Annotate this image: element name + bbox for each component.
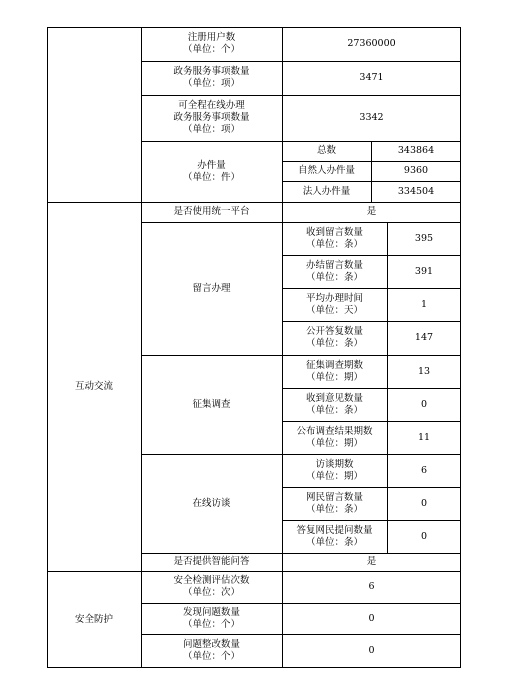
issues-fixed-label: 问题整改数量 （单位：个） [182, 638, 240, 662]
online-items-label: 可全程在线办理 政务服务事项数量 （单位：项） [173, 100, 250, 135]
interview-periods-label: 访谈期数 （单位：期） [305, 458, 363, 482]
natural-value: 9360 [403, 165, 429, 176]
total-label: 总数 [316, 145, 336, 156]
interview-label: 在线访谈 [192, 497, 231, 509]
opinions-label: 收到意见数量 （单位：条） [305, 392, 363, 416]
unified-platform-label: 是否使用统一平台 [173, 206, 250, 217]
security-section-label: 安全防护 [74, 613, 113, 625]
smart-qa-value: 是 [366, 556, 377, 567]
netizen-messages-label: 网民留言数量 （单位：条） [305, 491, 363, 515]
legal-value: 334504 [397, 185, 435, 197]
finished-messages-value: 391 [414, 265, 434, 277]
survey-results-label: 公布调查结果期数 （单位：期） [296, 425, 373, 449]
avg-time-label: 平均办理时间 （单位：天） [305, 292, 363, 316]
finished-messages-label: 办结留言数量 （单位：条） [305, 259, 363, 283]
service-items-label: 政务服务事项数量 （单位：项） [173, 66, 250, 89]
survey-periods-label: 征集调查期数 （单位：期） [305, 359, 363, 383]
smart-qa-label: 是否提供智能问答 [173, 556, 250, 567]
answers-label: 答复网民提问数量 （单位：条） [296, 524, 373, 548]
messages-label: 留言办理 [192, 282, 231, 294]
natural-label: 自然人办件量 [297, 165, 355, 176]
received-messages-label: 收到留言数量 （单位：条） [305, 226, 363, 250]
public-replies-label: 公开答复数量 （单位：条） [305, 326, 363, 349]
survey-results-value: 11 [417, 431, 431, 443]
total-value: 343864 [397, 145, 435, 156]
registered-users-value: 27360000 [347, 38, 396, 49]
answers-value: 0 [420, 530, 428, 542]
netizen-messages-value: 0 [420, 497, 428, 509]
assessments-value: 6 [368, 581, 375, 592]
survey-label: 征集调查 [192, 398, 231, 410]
interview-periods-value: 6 [420, 464, 428, 476]
received-messages-value: 395 [414, 232, 434, 244]
survey-periods-value: 13 [417, 365, 431, 377]
interaction-section-label: 互动交流 [74, 380, 113, 392]
public-replies-value: 147 [414, 332, 434, 343]
handled-label: 办件量 （单位：件） [182, 159, 240, 183]
stats-table [47, 27, 461, 668]
registered-users-label: 注册用户数 （单位：个） [182, 32, 240, 55]
assessments-label: 安全检测评估次数 （单位：次） [173, 575, 250, 598]
legal-label: 法人办件量 [302, 185, 351, 197]
issues-found-value: 0 [368, 612, 375, 624]
opinions-value: 0 [420, 398, 428, 410]
avg-time-value: 1 [420, 298, 428, 310]
service-items-value: 3471 [359, 72, 384, 83]
issues-found-label: 发现问题数量 （单位：个） [182, 606, 240, 630]
issues-fixed-value: 0 [368, 644, 375, 656]
unified-platform-value: 是 [366, 206, 377, 217]
online-items-value: 3342 [359, 112, 384, 123]
